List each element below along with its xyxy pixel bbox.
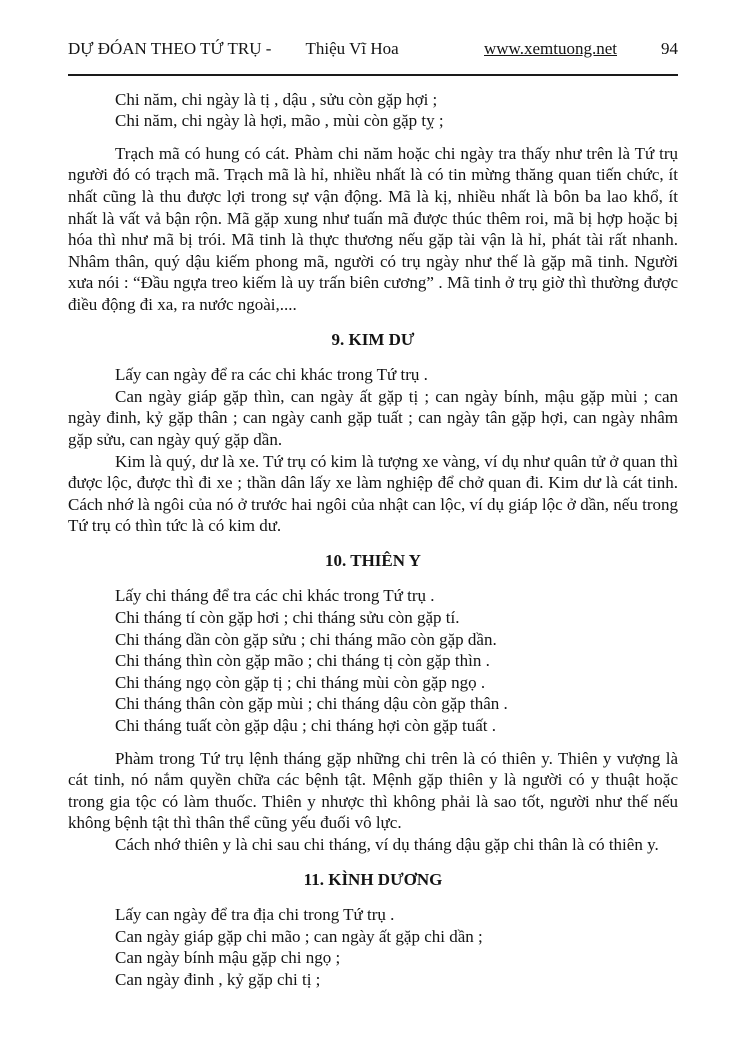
paragraph: Phàm trong Tứ trụ lệnh tháng gặp những chi trên là có thiên y. Thiên y vượng là cát tinh, nó nắm quyền chữa các bệnh tật. Mệnh gặp thiên y là người có y thuật hoặc trong gia tộc có làm thuốc. Thiên y nhược thì không phải là sao tốt, người như thế nếu không bệnh tật thì thân thể cũng yếu đuối vô lực. [68,748,678,833]
page-body [68,89,678,991]
text-line: Can ngày giáp gặp chi mão ; can ngày ất gặp chi dần ; [115,926,483,946]
book-title: DỰ ĐÓAN THEO TỨ TRỤ - [68,39,272,58]
paragraph: Can ngày giáp gặp thìn, can ngày ất gặp tị ; can ngày bính, mậu gặp mùi ; can ngày đinh, kỷ gặp thân ; can ngày canh gặp tuất ; can ngày tân gặp hợi, can ngày nhâm gặp sửu, can ngày quý gặp dần. [68,386,678,449]
text-line: Chi tháng thìn còn gặp mão ; chi tháng tị còn gặp thìn . [115,651,490,671]
section-heading-thien-y: 10. THIÊN Y [325,550,421,570]
section-heading-kim-du: 9. KIM DƯ [331,329,415,349]
page-header [68,38,678,60]
page-number: 94 [661,39,678,58]
author-name: Thiệu Vĩ Hoa [305,39,399,58]
text-line: Lấy can ngày để tra địa chi trong Tứ trụ . [115,905,395,925]
text-line: Can ngày bính mậu gặp chi ngọ ; [115,948,341,968]
header-divider [68,74,678,76]
text-line: Lấy chi tháng để tra các chi khác trong Tứ trụ . [115,586,435,606]
text-line: Chi tháng tuất còn gặp dậu ; chi tháng hợi còn gặp tuất . [115,716,497,736]
website-link[interactable]: www.xemtuong.net [484,39,617,58]
text-line: Chi tháng tí còn gặp hơi ; chi tháng sửu còn gặp tí. [115,608,460,628]
section-heading-kinh-duong: 11. KÌNH DƯƠNG [303,869,443,889]
text-line: Can ngày đinh , kỷ gặp chi tị ; [115,969,321,989]
text-line: Chi năm, chi ngày là tị , dậu , sửu còn gặp hợi ; [115,89,438,109]
text-line: Chi tháng ngọ còn gặp tị ; chi tháng mùi còn gặp ngọ . [115,672,486,692]
paragraph: Kim là quý, dư là xe. Tứ trụ có kim là tượng xe vàng, ví dụ như quân tử ở quan thì được lộc, được thì đi xe ; thần dân lấy xe làm nghiệp để chở quan đi. Kim dư là cát tinh. Cách nhớ là ngôi của nó ở trước hai ngôi của nhật can lộc, ví dụ giáp lộc ở dần, nếu trong Tứ trụ có thìn tức là có kim dư. [68,451,678,536]
paragraph: Trạch mã có hung có cát. Phàm chi năm hoặc chi ngày tra thấy như trên là Tứ trụ người đó có trạch mã. Trạch mã là hỉ, nhiều nhất là có tin mừng thăng quan tiến chức, ít nhất cũng là thu được lợi trong sự vận động. Mã là kị, nhiều nhất là bôn ba lao khổ, ít nhất là vất vả bận rộn. Mã gặp xung như tuấn mã được thúc thêm roi, mã bị hợp hoặc bị hóa thì như mã bị trói. Mã tinh là thực thương nếu gặp tài vận là hỉ, phát tài rất nhanh. Nhâm thân, quý dậu kiếm phong mã, người có trụ ngày như thế là gặp mã tinh. Người xưa nói : “Đầu ngựa treo kiếm là uy trấn biên cương” . Mã tinh ở trụ giờ thì thường được điều động đi xa, ra nước ngoài,.... [68,143,678,314]
text-line: Chi tháng dần còn gặp sửu ; chi tháng mão còn gặp dần. [115,629,497,649]
text-line: Cách nhớ thiên y là chi sau chi tháng, ví dụ tháng dậu gặp chi thân là có thiên y. [115,835,659,854]
text-line: Lấy can ngày để ra các chi khác trong Tứ trụ . [115,365,428,385]
text-line: Chi năm, chi ngày là hợi, mão , mùi còn gặp tỵ ; [115,111,444,131]
text-line: Chi tháng thân còn gặp mùi ; chi tháng dậu còn gặp thân . [115,694,508,714]
